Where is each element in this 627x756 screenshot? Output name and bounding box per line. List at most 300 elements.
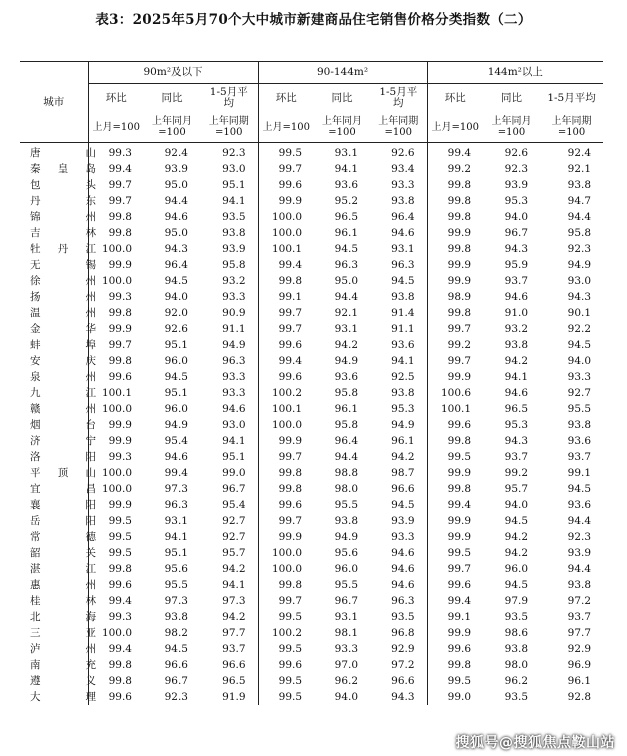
index-value: 99.3: [88, 449, 144, 465]
index-value: 94.4: [567, 515, 592, 527]
index-value: 94.9: [334, 355, 359, 367]
table-row: [20, 625, 603, 641]
index-value: 99.9: [427, 513, 483, 529]
base-header: 上年同月=100: [483, 112, 540, 143]
page-title: 表3：2025年5月70个大中城市新建商品住宅销售价格分类指数（二）: [95, 12, 532, 28]
city-name: [20, 641, 96, 657]
index-value: 95.5: [164, 579, 188, 591]
city-char: 州: [85, 643, 96, 655]
index-value: 93.8: [567, 419, 592, 431]
index-value: 95.3: [504, 195, 529, 207]
table-row: [20, 369, 603, 385]
index-value: 99.6: [427, 641, 483, 657]
city-char: 平: [30, 467, 41, 479]
index-value: 99.4: [258, 353, 314, 369]
index-value: 92.5: [391, 371, 415, 383]
index-value: 98.0: [334, 483, 359, 495]
index-value: 99.8: [427, 241, 483, 257]
index-value: 94.2: [504, 355, 529, 367]
index-value: 99.8: [88, 657, 144, 673]
base-header: 上年同月=100: [314, 112, 370, 143]
index-value: 93.9: [164, 163, 188, 175]
index-value: 100.0: [258, 545, 314, 561]
city-char: 阳: [85, 451, 96, 463]
index-value: 99.9: [427, 465, 483, 481]
index-value: 99.8: [427, 433, 483, 449]
index-value: 96.1: [334, 403, 359, 415]
index-value: 96.5: [222, 675, 246, 687]
city-char: 锦: [30, 211, 41, 223]
city-name: [20, 385, 96, 401]
index-value: 99.9: [427, 273, 483, 289]
city-char: 蚌: [30, 339, 41, 351]
city-char: 州: [85, 371, 96, 383]
index-value: 94.9: [334, 531, 359, 543]
index-value: 97.2: [391, 659, 415, 671]
index-value: 100.0: [258, 417, 314, 433]
city-char: 温: [30, 307, 41, 319]
index-value: 94.1: [222, 435, 246, 447]
index-value: 96.5: [334, 211, 359, 223]
city-char: 头: [85, 179, 96, 191]
table-row: [20, 577, 603, 593]
table-row: [20, 143, 603, 162]
metric-header: 1-5月平均: [547, 91, 596, 104]
index-value: 94.6: [391, 579, 415, 591]
index-value: 94.6: [391, 547, 415, 559]
metric-header: 1-5月平均: [379, 86, 418, 109]
city-name: [20, 577, 96, 593]
watermark: 搜狐号@搜狐焦点鞍山站: [455, 735, 615, 751]
index-value: 93.0: [222, 163, 246, 175]
index-value: 95.2: [334, 195, 359, 207]
index-value: 99.4: [427, 497, 483, 513]
base-header: 上年同期=100: [200, 112, 258, 143]
index-value: 95.1: [164, 339, 188, 351]
index-value: 96.3: [164, 499, 188, 511]
metric-header: 环比: [427, 84, 483, 113]
index-value: 95.0: [164, 179, 188, 191]
group-header-large: 144m²以上: [427, 62, 603, 84]
city-char: 韶: [30, 547, 41, 559]
city-name: [20, 449, 96, 465]
index-value: 99.8: [88, 225, 144, 241]
index-value: 93.3: [391, 179, 415, 191]
index-value: 100.0: [88, 401, 144, 417]
index-value: 94.5: [164, 371, 188, 383]
index-value: 93.4: [391, 163, 415, 175]
table-row: [20, 193, 603, 209]
index-value: 95.4: [222, 499, 246, 511]
index-value: 97.7: [567, 627, 592, 639]
index-value: 99.6: [258, 497, 314, 513]
index-value: 95.4: [164, 435, 188, 447]
index-value: 99.8: [88, 673, 144, 689]
base-header: 上年同期=100: [370, 112, 427, 143]
city-name: [20, 321, 96, 337]
index-value: 94.5: [334, 243, 359, 255]
index-value: 92.9: [567, 643, 592, 655]
city-name: [20, 513, 96, 529]
index-value: 99.9: [88, 257, 144, 273]
index-value: 91.0: [504, 307, 529, 319]
index-value: 99.4: [88, 161, 144, 177]
index-value: 99.8: [427, 177, 483, 193]
index-value: 93.3: [222, 291, 246, 303]
index-value: 95.1: [222, 451, 246, 463]
index-value: 98.7: [391, 467, 415, 479]
index-value: 99.1: [427, 609, 483, 625]
city-char: 阳: [85, 515, 96, 527]
index-value: 92.3: [567, 243, 592, 255]
index-value: 93.7: [504, 275, 529, 287]
index-value: 100.0: [88, 241, 144, 257]
table-row: [20, 385, 603, 401]
index-value: 98.2: [164, 627, 188, 639]
index-value: 94.4: [567, 211, 592, 223]
index-value: 94.6: [164, 211, 188, 223]
city-name: [20, 177, 96, 193]
index-value: 94.0: [334, 691, 359, 703]
index-value: 94.9: [164, 419, 188, 431]
index-value: 93.2: [222, 275, 246, 287]
index-value: 94.5: [164, 275, 188, 287]
index-value: 91.1: [391, 323, 415, 335]
index-value: 90.1: [567, 307, 592, 319]
index-value: 99.8: [427, 305, 483, 321]
city-header: 城市: [20, 62, 88, 143]
city-char: 江: [85, 563, 96, 575]
index-value: 93.1: [334, 611, 359, 623]
index-value: 93.3: [222, 387, 246, 399]
index-value: 99.7: [427, 561, 483, 577]
index-value: 99.5: [258, 143, 314, 162]
index-value: 100.6: [427, 385, 483, 401]
index-value: 95.8: [567, 227, 592, 239]
index-value: 100.2: [258, 385, 314, 401]
index-value: 95.6: [334, 547, 359, 559]
index-value: 96.4: [334, 435, 359, 447]
index-value: 94.5: [391, 275, 415, 287]
index-value: 100.0: [258, 209, 314, 225]
index-value: 94.3: [504, 435, 529, 447]
city-name: [20, 209, 96, 225]
index-value: 97.0: [334, 659, 359, 671]
metric-header: 环比: [258, 84, 314, 113]
index-value: 92.3: [222, 147, 246, 159]
city-char: 锡: [85, 259, 96, 271]
index-value: 99.4: [427, 143, 483, 162]
index-value: 94.2: [222, 611, 246, 623]
index-value: 99.9: [427, 625, 483, 641]
index-value: 94.1: [164, 531, 188, 543]
index-value: 99.4: [258, 257, 314, 273]
index-value: 93.6: [334, 179, 359, 191]
index-value: 92.6: [504, 147, 529, 159]
index-value: 99.2: [504, 467, 529, 479]
index-value: 94.2: [222, 563, 246, 575]
index-value: 99.7: [88, 177, 144, 193]
table-row: [20, 321, 603, 337]
index-value: 96.9: [567, 659, 592, 671]
index-value: 94.6: [504, 387, 529, 399]
city-name: [20, 545, 96, 561]
index-value: 93.6: [334, 371, 359, 383]
index-value: 94.0: [504, 499, 529, 511]
index-value: 94.3: [504, 243, 529, 255]
index-value: 92.6: [391, 147, 415, 159]
index-value: 93.8: [504, 643, 529, 655]
index-value: 99.6: [88, 689, 144, 705]
city-char: 惠: [30, 579, 41, 591]
city-char: 林: [85, 227, 96, 239]
city-char: 义: [85, 675, 96, 687]
index-value: 96.1: [391, 435, 415, 447]
base-header: 上年同月=100: [144, 112, 200, 143]
index-value: 96.7: [222, 483, 246, 495]
index-value: 94.0: [504, 211, 529, 223]
index-value: 93.3: [391, 531, 415, 543]
city-char: 湛: [30, 563, 41, 575]
index-value: 99.9: [88, 497, 144, 513]
index-value: 99.5: [258, 609, 314, 625]
index-value: 99.6: [427, 577, 483, 593]
index-value: 96.1: [334, 227, 359, 239]
index-value: 92.2: [567, 323, 592, 335]
index-value: 91.9: [222, 691, 246, 703]
base-header: 上月=100: [258, 112, 314, 143]
index-value: 99.5: [88, 529, 144, 545]
table-row: [20, 209, 603, 225]
city-char: 烟: [30, 419, 41, 431]
table-row: [20, 433, 603, 449]
city-char: 华: [85, 323, 96, 335]
table-row: [20, 561, 603, 577]
city-char: 山: [85, 147, 96, 159]
index-value: 96.6: [164, 659, 188, 671]
city-char: 泉: [30, 371, 41, 383]
city-char: 山: [85, 467, 96, 479]
index-value: 97.7: [222, 627, 246, 639]
index-value: 93.6: [567, 435, 592, 447]
index-value: 93.5: [222, 211, 246, 223]
index-value: 95.1: [222, 179, 246, 191]
index-value: 94.2: [334, 339, 359, 351]
index-value: 99.8: [258, 577, 314, 593]
index-value: 99.4: [88, 641, 144, 657]
index-value: 93.8: [222, 227, 246, 239]
index-value: 94.6: [391, 563, 415, 575]
index-value: 94.3: [567, 291, 592, 303]
index-value: 100.2: [258, 625, 314, 641]
index-value: 94.9: [222, 339, 246, 351]
index-value: 93.8: [504, 339, 529, 351]
city-char: 三: [30, 627, 41, 639]
index-value: 94.1: [504, 371, 529, 383]
index-value: 99.9: [427, 225, 483, 241]
index-value: 93.0: [567, 275, 592, 287]
index-value: 93.1: [164, 515, 188, 527]
table-row: [20, 641, 603, 657]
index-value: 99.5: [258, 689, 314, 705]
index-value: 99.9: [258, 529, 314, 545]
city-char: 桂: [30, 595, 41, 607]
index-value: 94.1: [222, 195, 246, 207]
base-header: 上月=100: [427, 112, 483, 143]
table-row: [20, 273, 603, 289]
index-value: 99.8: [88, 561, 144, 577]
table-row: [20, 241, 603, 257]
metric-header: 1-5月平均: [209, 86, 248, 109]
index-value: 94.1: [391, 355, 415, 367]
city-name: [20, 401, 96, 417]
index-value: 99.6: [88, 369, 144, 385]
index-value: 94.1: [222, 579, 246, 591]
group-header-medium: 90-144m²: [258, 62, 427, 84]
index-value: 99.8: [88, 209, 144, 225]
index-value: 98.0: [504, 659, 529, 671]
city-char: 徐: [30, 275, 41, 287]
index-value: 95.0: [334, 275, 359, 287]
index-value: 94.9: [567, 259, 592, 271]
table-row: [20, 545, 603, 561]
index-value: 94.1: [334, 163, 359, 175]
index-value: 93.9: [391, 515, 415, 527]
metric-header: 同比: [501, 91, 523, 104]
city-name: [20, 657, 96, 673]
city-name: [20, 305, 96, 321]
index-value: 99.6: [88, 577, 144, 593]
index-value: 99.9: [258, 433, 314, 449]
table-row: [20, 689, 603, 705]
index-value: 95.1: [164, 547, 188, 559]
index-value: 99.6: [258, 177, 314, 193]
index-value: 95.8: [334, 419, 359, 431]
table-row: [20, 417, 603, 433]
index-value: 95.5: [334, 579, 359, 591]
index-value: 96.2: [504, 675, 529, 687]
city-name: [20, 465, 96, 481]
index-value: 94.6: [164, 451, 188, 463]
city-name: [20, 161, 96, 177]
index-value: 93.8: [567, 179, 592, 191]
index-value: 99.6: [427, 417, 483, 433]
index-value: 93.8: [164, 611, 188, 623]
index-value: 93.9: [222, 243, 246, 255]
index-value: 100.1: [88, 385, 144, 401]
index-value: 92.4: [567, 147, 592, 159]
index-value: 94.2: [391, 451, 415, 463]
index-value: 93.5: [504, 611, 529, 623]
index-value: 100.0: [88, 481, 144, 497]
index-value: 96.0: [334, 563, 359, 575]
city-char: 九: [30, 387, 41, 399]
index-value: 100.0: [88, 273, 144, 289]
index-value: 99.6: [258, 657, 314, 673]
index-value: 97.9: [504, 595, 529, 607]
index-value: 94.0: [567, 355, 592, 367]
index-value: 92.7: [222, 531, 246, 543]
index-value: 98.6: [504, 627, 529, 639]
index-value: 99.4: [88, 593, 144, 609]
index-value: 97.3: [164, 595, 188, 607]
city-char: 无: [30, 259, 41, 271]
table-row: [20, 673, 603, 689]
index-value: 96.0: [164, 355, 188, 367]
city-char: 秦: [30, 163, 41, 175]
city-name: [20, 593, 96, 609]
index-value: 100.1: [258, 241, 314, 257]
index-value: 95.8: [222, 259, 246, 271]
index-value: 99.9: [427, 257, 483, 273]
index-value: 99.7: [258, 321, 314, 337]
index-value: 99.9: [88, 417, 144, 433]
index-value: 93.5: [391, 611, 415, 623]
index-value: 93.1: [391, 243, 415, 255]
index-value: 93.6: [567, 499, 592, 511]
index-value: 93.7: [567, 611, 592, 623]
table-row: [20, 257, 603, 273]
city-char: 庆: [85, 355, 96, 367]
index-value: 92.9: [391, 643, 415, 655]
index-value: 92.1: [334, 307, 359, 319]
index-value: 95.6: [164, 563, 188, 575]
table-row: [20, 609, 603, 625]
index-value: 95.1: [164, 387, 188, 399]
index-value: 93.0: [222, 419, 246, 431]
city-char: 州: [85, 307, 96, 319]
city-char: 海: [85, 611, 96, 623]
city-char: 顶: [57, 467, 69, 479]
index-value: 95.3: [504, 419, 529, 431]
index-value: 92.7: [222, 515, 246, 527]
index-value: 92.3: [504, 163, 529, 175]
city-char: 台: [85, 419, 96, 431]
index-value: 96.6: [222, 659, 246, 671]
index-value: 99.2: [427, 161, 483, 177]
index-value: 93.8: [567, 579, 592, 591]
index-value: 99.3: [88, 609, 144, 625]
index-value: 94.6: [222, 403, 246, 415]
index-value: 95.7: [222, 547, 246, 559]
city-char: 东: [85, 195, 96, 207]
city-char: 州: [85, 291, 96, 303]
table-row: [20, 161, 603, 177]
city-name: [20, 143, 96, 162]
index-value: 96.3: [334, 259, 359, 271]
index-value: 96.0: [504, 563, 529, 575]
city-name: [20, 625, 96, 641]
city-char: 丹: [57, 243, 69, 255]
city-char: 襄: [30, 499, 41, 511]
city-char: 昌: [85, 483, 96, 495]
index-value: 94.2: [504, 547, 529, 559]
city-name: [20, 417, 96, 433]
metric-header: 同比: [331, 91, 353, 104]
city-char: 亚: [85, 627, 96, 639]
city-char: 金: [30, 323, 41, 335]
index-value: 99.9: [88, 321, 144, 337]
index-value: 93.9: [504, 179, 529, 191]
index-value: 98.8: [334, 467, 359, 479]
index-value: 96.3: [222, 355, 246, 367]
index-value: 93.9: [567, 547, 592, 559]
index-value: 96.5: [504, 403, 529, 415]
group-header-small: 90m²及以下: [88, 62, 258, 84]
index-value: 100.1: [258, 401, 314, 417]
city-char: 州: [85, 403, 96, 415]
index-value: 93.7: [222, 643, 246, 655]
